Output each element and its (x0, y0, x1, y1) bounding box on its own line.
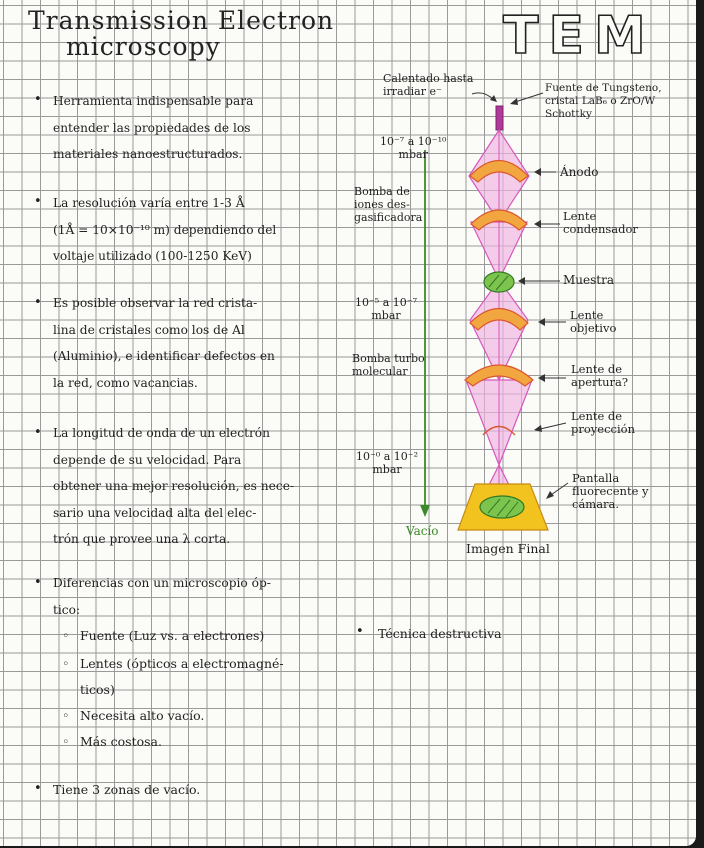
sub-bullet: ◦ (62, 708, 70, 723)
title-line-1: Transmission Electron (28, 6, 335, 35)
sub-item-lenses: Lentes (ópticos a electromagné- (80, 656, 284, 671)
aperture-label: Lente de apertura? (571, 362, 629, 389)
pump-ion-label: Bomba de iones des- gasificadora (354, 185, 423, 224)
note-crystal-lattice: Es posible observar la red crista- lina de cristales como los de Al (Aluminio), e identificar defectos en la red, como vacancias. (53, 296, 275, 390)
source-label: Fuente de Tungsteno, cristal LaB₆ o ZrO/W Schottky (545, 82, 662, 120)
note-differences: Diferencias con un microscopio óp- tico: (53, 576, 271, 617)
note-wavelength: La longitud de onda de un electrón depende de su velocidad. Para obtener una mejor resolución, es nece- sario una velocidad alta del elec- trón que provee una λ corta. (53, 426, 295, 546)
note-resolution: La resolución varía entre 1-3 Å (1Å = 10×10⁻¹⁰ m) dependiendo del voltaje utilizado (100-1250 KeV) (53, 196, 277, 263)
heater-label: Calentado hasta irradiar e⁻ (383, 72, 474, 98)
sub-item-vacuum: Necesita alto vacío. (80, 708, 205, 723)
sub-bullet: ◦ (62, 656, 70, 671)
sub-bullet: ◦ (62, 628, 70, 643)
bullet-marker: • (34, 194, 42, 209)
objective-label: Lente objetivo (570, 308, 617, 335)
bullet-marker: • (34, 425, 42, 440)
bullet-marker: • (34, 92, 42, 107)
note-vacuum-zones: Tiene 3 zonas de vacío. (53, 782, 201, 797)
condenser-label: Lente condensador (563, 209, 638, 236)
vacuum-label: Vacío (406, 524, 439, 538)
sample-label: Muestra (563, 273, 614, 287)
screen-label: Pantalla fluorecente y cámara. (572, 471, 649, 511)
pressure-zone-3: 10⁻⁰ a 10⁻² mbar (356, 450, 418, 476)
sub-item-source: Fuente (Luz vs. a electrones) (80, 628, 265, 643)
filament-source (496, 106, 503, 130)
vacuum-arrow-head (420, 505, 430, 517)
note-destructive: Técnica destructiva (378, 626, 502, 641)
bullet-marker: • (34, 781, 42, 796)
tem-logo: TEM (503, 6, 656, 66)
final-image-spot (480, 496, 524, 518)
final-image-label: Imagen Final (466, 541, 550, 556)
pressure-zone-1: 10⁻⁷ a 10⁻¹⁰ mbar (380, 135, 447, 161)
note-tool: Herramienta indispensable para entender las propiedades de los materiales nanoestructurados. (53, 94, 254, 161)
pump-turbo-label: Bomba turbo molecular (352, 352, 425, 378)
pressure-zone-2: 10⁻⁵ a 10⁻⁷ mbar (355, 296, 417, 322)
bullet-marker: • (34, 295, 42, 310)
sub-item-cost: Más costosa. (80, 734, 162, 749)
projection-label: Lente de proyección (571, 409, 635, 436)
bullet-marker: • (34, 575, 42, 590)
title-line-2: microscopy (66, 32, 221, 61)
heater-arrow (472, 93, 494, 100)
sub-item-lenses-cont: ticos) (80, 682, 115, 697)
bullet-marker: • (356, 624, 364, 639)
anode-label: Ánodo (560, 165, 599, 179)
sub-bullet: ◦ (62, 734, 70, 749)
